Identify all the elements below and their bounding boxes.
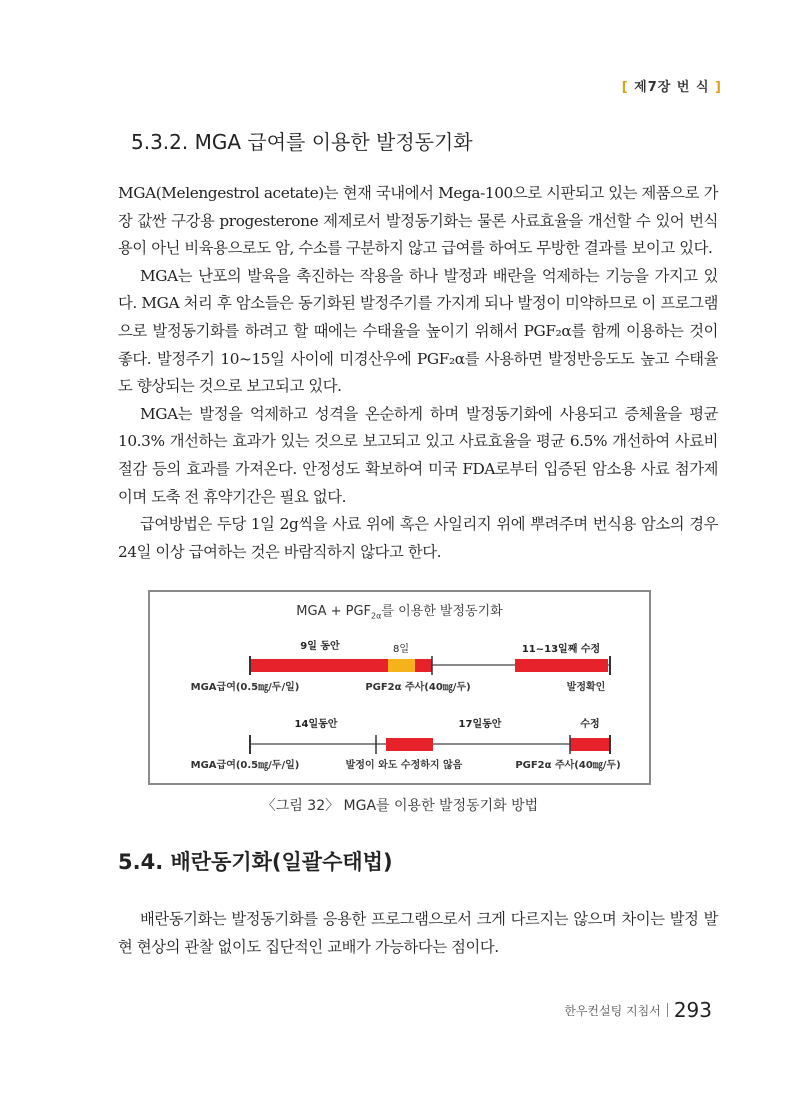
chapter-label: 제7장 번 식 [634,80,710,95]
row1-label-9days: 9일 동안 [300,641,340,652]
paragraph: MGA는 발정을 억제하고 성격을 온순하게 하며 발정동기화에 사용되고 증체율을 평균 10.3% 개선하는 효과가 있는 것으로 보고되고 있고 사료효율을 평균 6.5% 개선하여 사료비 절감 등의 효과를 가져온다. 안정성도 확보하여 미국 FDA로부터 입증된 암소용 사료 첨가제이며 도축 전 휴약기간은 필요 없다. [118,404,718,506]
paragraph: MGA는 난포의 발육을 촉진하는 작용을 하나 발정과 배란을 억제하는 기능을 가지고 있다. MGA 처리 후 암소들은 동기화된 발정주기를 가지게 되나 발정이 미약하므로 이 프로그램으로 발정동기화를 하려고 할 때에는 수태율을 높이기 위해서 PGF₂α를 함께 이용하는 것이 좋다. 발정주기 10~15일 사이에 미경산우에 PGF₂α를 사용하면 발정반응도도 높고 수태율도 향상되는 것으로 보고되고 있다. [118,266,718,396]
bracket-open: [ [621,80,629,95]
bar-insemination-row1 [515,659,608,672]
page-number: 293 [673,998,712,1022]
bar-pgf-row2 [570,738,610,751]
row1-label-estrus-check: 발정확인 [566,682,606,693]
figure-title-prefix: MGA + PGF [296,604,372,619]
row2-label-no-insemination: 발정이 와도 수정하지 않음 [345,760,463,771]
footer-divider [667,1003,668,1017]
bar-estrus-no-insemination [386,738,433,751]
row1-label-insemination: 11~13일째 수정 [521,644,601,655]
row1-label-8day: 8일 [392,644,410,655]
timeline-svg [150,592,649,783]
section-532-body [118,180,718,566]
row1-label-mga: MGA급여(0.5㎎/두/일) [190,682,300,693]
paragraph: 급여방법은 두당 1일 2g씩을 사료 위에 혹은 사일리지 위에 뿌려주며 번식용 암소의 경우 24일 이상 급여하는 것은 바람직하지 않다고 한다. [118,515,718,561]
section-heading-54: 5.4. 배란동기화(일괄수태법) [118,850,393,874]
row2-label-17days: 17일동안 [458,719,502,730]
section-54-body [118,906,718,961]
paragraph: 배란동기화는 발정동기화를 응용한 프로그램으로서 크게 다르지는 않으며 차이는 발정 발현 현상의 관찰 없이도 집단적인 교배가 가능하다는 점이다. [118,910,718,956]
book-title: 한우컨설팅 지침서 [564,1003,661,1018]
figure-mga-diagram [148,590,651,785]
page-footer [564,998,712,1022]
bracket-close: ] [715,80,722,95]
row2-label-14days: 14일동안 [294,719,338,730]
figure-caption: 〈그림 32〉 MGA를 이용한 발정동기화 방법 [261,798,539,814]
row2-label-pgf: PGF2α 주사(40㎎/두) [515,760,621,771]
chapter-tag [622,76,722,95]
section-heading-532: 5.3.2. MGA 급여를 이용한 발정동기화 [131,130,473,154]
row1-label-pgf: PGF2α 주사(40㎎/두) [365,682,471,693]
row2-label-mga: MGA급여(0.5㎎/두/일) [190,760,300,771]
figure-title-sub: 2α [371,611,382,621]
figure-title-suffix: 를 이용한 발정동기화 [381,604,503,619]
bar-pgf-row1 [415,659,432,672]
bar-mga-feeding-row1 [250,659,388,672]
paragraph: MGA(Melengestrol acetate)는 현재 국내에서 Mega-100으로 시판되고 있는 제품으로 가장 값싼 구강용 progesterone 제제로서 발정동기화는 물론 사료효율을 개선할 수 있어 번식용이 아닌 비육용으로도 암, 수소를 구분하지 않고 급여를 하여도 무방한 결과를 보이고 있다. [118,184,718,258]
bar-8day [388,659,415,672]
row2-label-insemination: 수정 [580,719,600,730]
